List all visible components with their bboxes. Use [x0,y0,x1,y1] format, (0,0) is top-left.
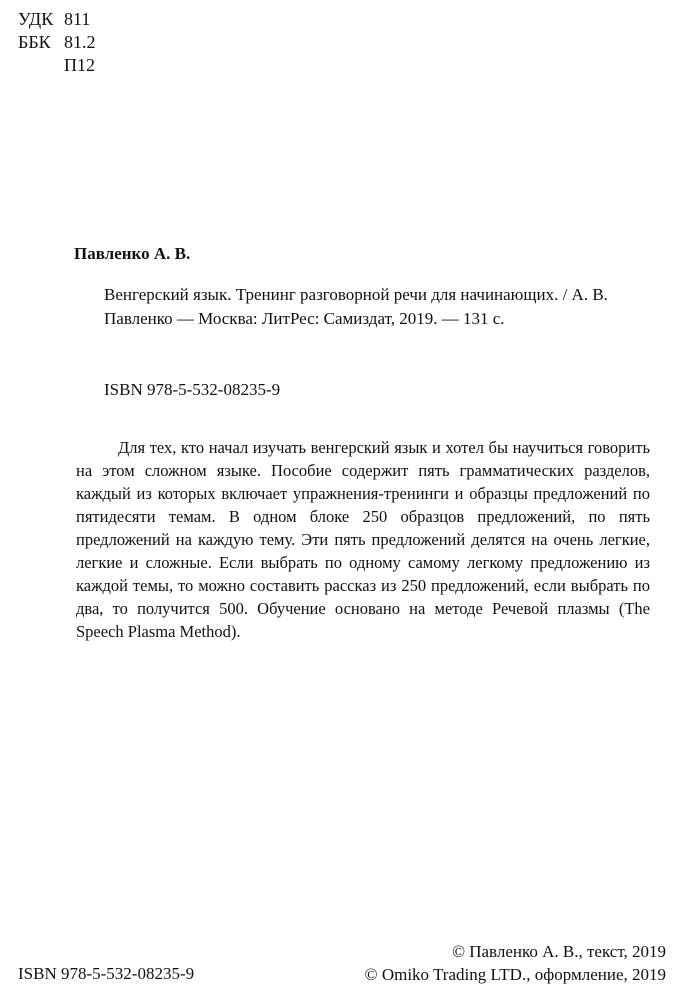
bbk-row [18,31,96,54]
author-heading: Павленко А. В. [74,244,191,263]
udk-label: УДК [18,9,54,29]
classification-codes [18,8,96,77]
copyright-text: © Павленко А. В., текст, 2019 [452,942,666,961]
annotation: Для тех, кто начал изучать венгерский язык и хотел бы научиться говорить на этом сложном языке. Пособие содержит пять грамматических разделов, каждый из которых включает упражнения-тренинги и образцы предложений по пятидесяти темам. В одном блоке 250 образцов предложений, по пять предложений на каждую тему. Эти пять предложений делятся на очень легкие, легкие и сложные. Если выбрать по одному самому легкому предложению из каждой темы, то можно составить рассказ из 250 предложений, если выбрать по два, то получится 500. Обучение основано на методе Речевой плазмы (The Speech Plasma Method). [76,438,650,641]
bibliographic-description: Венгерский язык. Тренинг разговорной речи для начинающих. / А. В. Павленко — Москва: ЛитРес: Самиздат, 2019. — 131 с. [104,285,608,328]
copyright-design: © Omiko Trading LTD., оформление, 2019 [364,965,666,984]
bbk-value: 81.2 [64,32,96,52]
copyright-block [365,940,666,986]
footer-isbn: ISBN 978-5-532-08235-9 [18,964,195,983]
bbk-label: ББК [18,32,51,52]
isbn: ISBN 978-5-532-08235-9 [104,380,281,399]
udk-row [18,8,96,31]
author-mark-row [18,54,96,77]
author-mark: П12 [64,55,95,75]
udk-value: 811 [64,9,91,29]
